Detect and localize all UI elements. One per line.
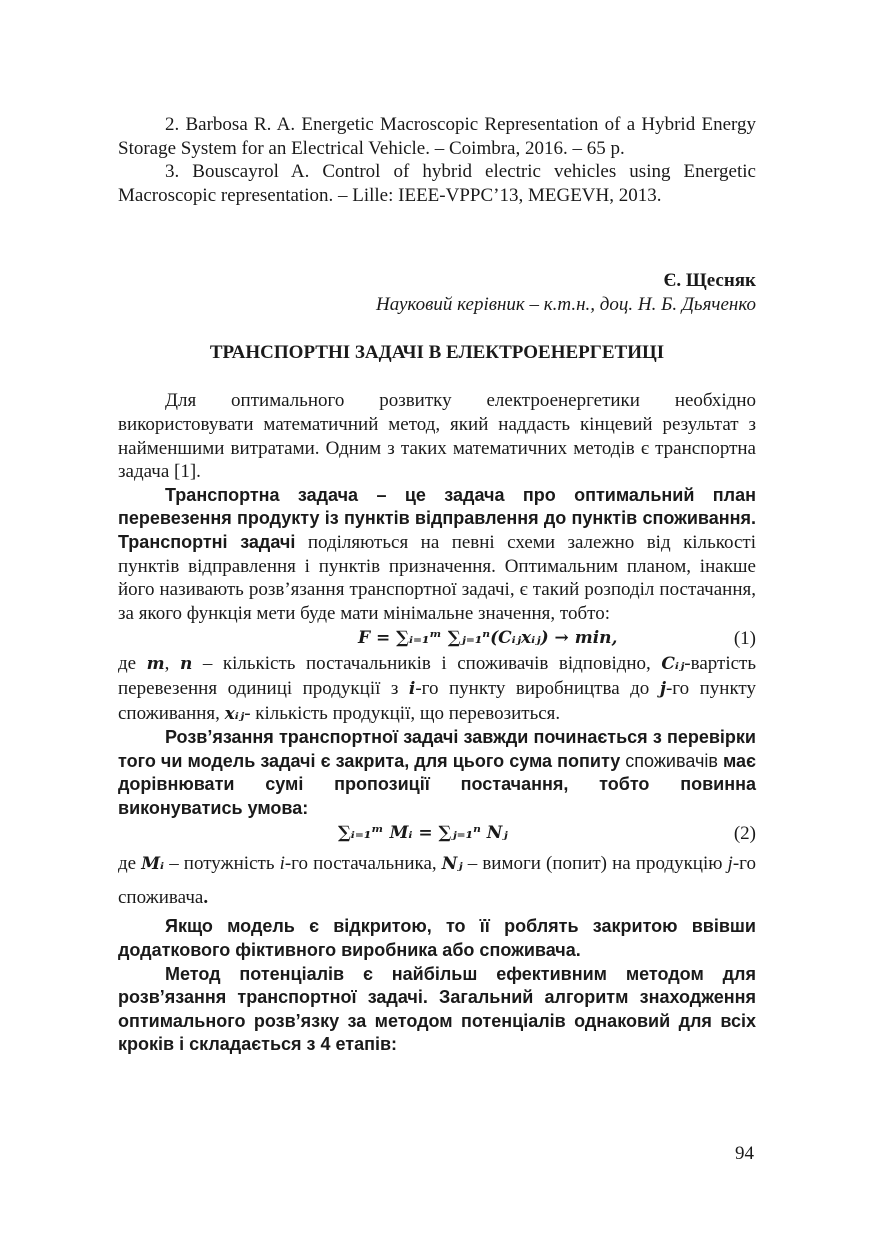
math-j: j [659,678,666,699]
page-body [118,113,756,1057]
equation-2-formula: ∑ᵢ₌₁ᵐ Mᵢ = ∑ⱼ₌₁ⁿ Nⱼ [338,823,508,844]
text-segment: де [118,653,147,675]
supervisor-line: Науковий керівник – к.т.н., доц. Н. Б. Дьяченко [376,294,756,316]
math-j: j [727,853,733,875]
math-i: i [408,678,416,699]
text-segment: – потужність [164,853,280,875]
definition-rest: поділяються на певні схеми залежно від кількості пунктів відправлення і пунктів призначення. Оптимальним планом, інакше його називають розв’язання транспортної задачі, є такий розподіл постачання, за якого функція мети буде мати мінімальне значення, тобто: [118,531,756,624]
text-segment: -вартість перевезення одиниці продукції з [118,653,757,699]
text-segment: -го постачальника, [284,853,442,875]
article-title: ТРАНСПОРТНІ ЗАДАЧІ В ЕЛЕКТРОЕНЕРГЕТИЦІ [209,342,665,364]
page-number: 94 [735,1143,754,1164]
open-model-paragraph: Якщо модель є відкритою, то її роблять закритою ввівши додаткового фіктивного виробника або споживача. [118,916,756,961]
text-segment: де [118,853,142,875]
text-segment: -го споживача [118,853,756,909]
references [118,113,756,207]
equation-2-number: (2) [733,823,756,845]
potentials-paragraph: Метод потенціалів є найбільш ефективним методом для розв’язання транспортної задачі. Загальний алгоритм знаходження оптимального розв’язку за методом потенціалів однаковий для всіх кроків і складається з 4 етапів: [118,963,756,1055]
equation-1-formula: F = ∑ᵢ₌₁ᵐ ∑ⱼ₌₁ⁿ(Cᵢⱼxᵢⱼ) → min, [358,628,618,649]
text-segment: -го пункту виробництва до [415,677,660,699]
closed-model-normal: споживачів [620,750,723,771]
math-mi: Mᵢ [141,854,165,875]
reference-2: 2. Barbosa R. A. Energetic Macroscopic Representation of a Hybrid Energy Storage System for an Electrical Vehicle. – Coimbra, 2016. – 65 p. [118,114,756,159]
math-i: i [279,853,285,875]
math-xij: xᵢⱼ [224,703,245,724]
intro-paragraph: Для оптимального розвитку електроенергетики необхідно використовувати математичний метод, який наддасть кінцевий результат з найменшими витратами. Одним з таких математичних методів є транспортна задача [1]. [118,390,756,483]
math-n: n [179,654,193,675]
equation-1-explanation [118,652,756,726]
definition-paragraph [118,484,756,626]
text-segment: . [203,887,209,909]
math-m: m [146,654,165,675]
equation-2 [118,820,756,847]
equation-1-number: (1) [733,628,756,650]
closed-model-paragraph [118,726,756,820]
equation-1 [118,625,756,652]
text-segment: – кількість постачальників і споживачів відповідно, [192,653,662,675]
text-segment: , [164,653,180,675]
equation-2-explanation [118,847,756,915]
closed-model-bold-2: має дорівнювати сумі пропозиції постачання, тобто повинна виконуватись умова: [118,750,756,818]
author-name: Є. Щесняк [663,270,756,292]
closed-model-bold-1: Розв’язання транспортної задачі завжди починається з перевірки того чи модель задачі є закрита, для цього сума попиту [118,727,756,771]
text-segment: - кількість продукції, що перевозиться. [244,702,561,724]
math-nj: Nⱼ [441,854,463,875]
text-segment: -го пункту споживання, [118,677,756,724]
definition-bold: Транспортна задача – це задача про оптимальний план перевезення продукту із пунктів відправлення до пунктів споживання. Транспортні задачі [118,484,756,552]
text-segment: – вимоги (попит) на продукцію [462,853,728,875]
math-cij: Cᵢⱼ [661,654,685,675]
reference-3: 3. Bouscayrol A. Control of hybrid electric vehicles using Energetic Macroscopic representation. – Lille: IEEE-VPPC’13, MEGEVH, 2013. [118,161,756,206]
